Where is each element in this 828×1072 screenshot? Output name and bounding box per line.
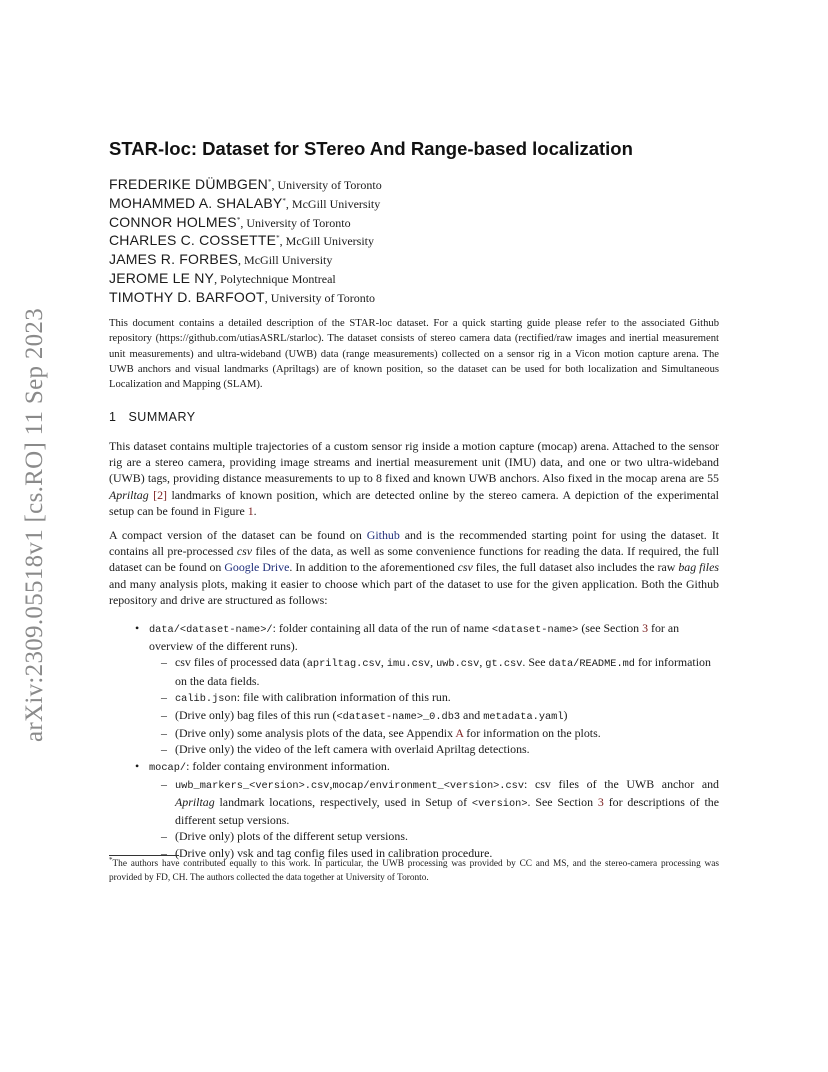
list-subitem xyxy=(109,707,719,725)
appendix-ref-link[interactable]: A xyxy=(455,726,464,741)
code-path: data/<dataset-name>/ xyxy=(149,624,273,636)
footnote xyxy=(109,855,719,885)
author-name: JEROME LE NY xyxy=(109,269,215,286)
footnote-rule xyxy=(109,855,179,856)
dash-marker: – xyxy=(161,742,167,757)
author-affiliation: , University of Toronto xyxy=(271,178,382,192)
csv-term: csv xyxy=(457,560,473,575)
paragraph-text: files of the data, as well as some convenience functions for reading the data. If required, the full dataset can be found on xyxy=(109,544,719,575)
list-text: (Drive only) the video of the left camera with overlaid Apriltag detections. xyxy=(175,742,530,757)
list-text: : csv files of the UWB anchor and xyxy=(524,776,719,791)
list-text: , xyxy=(430,655,437,670)
list-text: (Drive only) vsk and tag config files used in calibration procedure. xyxy=(175,845,493,860)
list-text: . See xyxy=(522,655,549,670)
section-ref-link[interactable]: 3 xyxy=(642,621,649,635)
author-entry xyxy=(109,213,382,232)
code-path: <version> xyxy=(471,798,528,811)
author-entry xyxy=(109,175,382,194)
section-ref-link[interactable]: 3 xyxy=(597,795,604,810)
google-drive-link[interactable]: Google Drive xyxy=(224,560,290,575)
structure-list xyxy=(109,620,719,861)
paragraph-text: landmarks of known position, which are detected online by the stereo camera. A depiction of the experimental setup can be found in Figure xyxy=(109,487,719,518)
code-path: <dataset-name>_0.db3 xyxy=(336,711,461,724)
code-path: apriltag.csv xyxy=(306,658,381,671)
arxiv-stamp-text: arXiv:2309.05518v1 [cs.RO] 11 Sep 2023 xyxy=(21,307,48,743)
list-text: csv files of processed data ( xyxy=(175,655,307,670)
author-affiliation: , McGill University xyxy=(238,253,333,268)
code-path: <dataset-name> xyxy=(491,624,579,636)
paragraph-text: A compact version of the dataset can be found on xyxy=(109,528,367,542)
code-path: imu.csv xyxy=(386,658,431,671)
author-entry xyxy=(109,269,382,288)
dash-marker: – xyxy=(161,708,167,723)
bullet-marker: • xyxy=(135,621,140,635)
list-text: (Drive only) plots of the different setup versions. xyxy=(175,829,408,844)
list-subitem xyxy=(109,689,719,707)
footnote-mark: * xyxy=(109,855,113,864)
list-text: , xyxy=(380,655,387,670)
dash-marker: – xyxy=(161,689,167,704)
summary-paragraph-2 xyxy=(109,527,719,608)
author-name: TIMOTHY D. BARFOOT xyxy=(109,288,265,305)
list-subitem xyxy=(109,725,719,741)
paragraph-text: This dataset contains multiple trajectories of a custom sensor rig inside a motion capture (mocap) arena. Attached to the sensor rig are a stereo camera, providing image streams and inertial measurement unit (IMU) data, and one or two ultra-wideband (UWB) tags, providing distance measurements to up to 8 fixed and known UWB anchors. Also fixed in the mocap arena are 55 xyxy=(109,439,719,486)
paragraph-text: . xyxy=(253,503,257,518)
list-text: : folder containg environment information. xyxy=(186,758,390,773)
author-list xyxy=(109,175,382,307)
code-path: mocap/ xyxy=(149,761,187,774)
author-entry xyxy=(109,231,382,250)
equal-contribution-mark: * xyxy=(236,215,241,224)
list-text: for information on the plots. xyxy=(463,726,601,741)
author-affiliation: , McGill University xyxy=(279,234,374,249)
section-heading-summary xyxy=(109,410,196,424)
list-text: , xyxy=(329,776,333,791)
list-text: for descriptions of the different setup versions. xyxy=(175,795,719,828)
paragraph-text: and is the recommended starting point for using the dataset. It contains all pre-processed xyxy=(109,528,719,559)
author-affiliation: , University of Toronto xyxy=(240,215,351,230)
dash-marker: – xyxy=(161,829,167,844)
code-path: data/README.md xyxy=(548,658,635,671)
footnote-text: The authors have contributed equally to this work. In particular, the UWB processing was provided by CC and MS, and the stereo-camera processing was provided by FD, CH. The authors collected the data together at University of Toronto. xyxy=(109,859,719,883)
code-path: gt.csv xyxy=(485,658,523,671)
paragraph-text: . In addition to the aforementioned xyxy=(289,560,458,575)
author-affiliation: , University of Toronto xyxy=(264,290,376,305)
list-text: , xyxy=(479,655,486,670)
author-affiliation: , Polytechnique Montreal xyxy=(214,271,336,286)
paragraph-text: files, the full dataset also includes the raw xyxy=(472,560,679,575)
code-path: uwb.csv xyxy=(436,658,480,671)
author-name: FREDERIKE DÜMBGEN xyxy=(109,176,268,192)
list-item xyxy=(109,758,719,776)
list-subitem xyxy=(109,776,719,829)
arxiv-stamp xyxy=(22,291,48,759)
list-text: and xyxy=(460,708,484,723)
dash-marker: – xyxy=(161,726,167,741)
author-name: CONNOR HOLMES xyxy=(109,213,237,230)
equal-contribution-mark: * xyxy=(267,178,272,186)
list-subitem xyxy=(109,741,719,757)
author-entry xyxy=(109,194,382,213)
apriltag-term: Apriltag xyxy=(175,795,215,810)
code-path: metadata.yaml xyxy=(483,711,564,724)
dash-marker: – xyxy=(161,845,167,860)
code-path: uwb_markers_<version>.csv xyxy=(175,779,330,792)
paper-title: STAR-loc: Dataset for STereo And Range-based localization xyxy=(109,138,633,159)
list-text: (Drive only) bag files of this run ( xyxy=(175,708,337,723)
section-title: SUMMARY xyxy=(128,410,196,424)
apriltag-term: Apriltag xyxy=(109,487,149,502)
list-text: (Drive only) some analysis plots of the data, see Appendix xyxy=(175,726,456,741)
author-name: MOHAMMED A. SHALABY xyxy=(109,194,283,211)
list-item xyxy=(109,620,719,654)
list-text: . See Section xyxy=(527,795,598,810)
author-name: JAMES R. FORBES xyxy=(109,251,239,268)
list-subitem xyxy=(109,654,719,688)
section-number: 1 xyxy=(109,410,117,424)
summary-paragraph-1 xyxy=(109,438,719,519)
equal-contribution-mark: * xyxy=(276,234,280,243)
abstract: This document contains a detailed description of the STAR-loc dataset. For a quick starting guide please refer to the associated Github repository (https://github.com/utiasASRL/starloc). The dataset consists of stereo camera data (rectified/raw images and inertial measurement unit measurements) and ultra-wideband (UWB) data (range measurements) collected on a sensor rig in a Vicon motion capture arena. The UWB anchors and visual landmarks (Apriltags) are of known position, so the dataset can be used for both localization and Simultaneous Localization and Mapping (SLAM). xyxy=(109,318,719,391)
list-subitem xyxy=(109,828,719,844)
list-text: landmark locations, respectively, used in Setup of xyxy=(214,795,472,810)
list-text: : file with calibration information of this run. xyxy=(236,689,451,704)
equal-contribution-mark: * xyxy=(282,196,286,205)
figure-ref-link[interactable]: 1 xyxy=(247,503,254,518)
author-entry xyxy=(109,250,382,269)
list-text: for information on the data fields. xyxy=(175,655,711,688)
list-text: ) xyxy=(563,708,568,723)
author-name: CHARLES C. COSSETTE xyxy=(109,232,277,249)
code-path: mocap/environment_<version>.csv xyxy=(332,779,525,792)
paragraph-text: and many analysis plots, making it easier to choose which part of the dataset to use for the given application. Both the Github repository and drive are structured as follows: xyxy=(109,576,719,607)
author-affiliation: , McGill University xyxy=(285,196,381,211)
citation-link[interactable]: [2] xyxy=(153,487,167,502)
bag-files-term: bag files xyxy=(678,560,719,575)
author-entry xyxy=(109,288,382,307)
code-path: calib.json xyxy=(175,692,237,705)
dash-marker: – xyxy=(161,776,167,791)
bullet-marker: • xyxy=(135,758,140,773)
dash-marker: – xyxy=(161,655,167,670)
github-link[interactable]: Github xyxy=(366,528,400,542)
list-text: : folder containing all data of the run of name xyxy=(272,621,492,635)
csv-term: csv xyxy=(236,544,253,559)
list-text: for an overview of the different runs). xyxy=(149,621,680,654)
list-text: (see Section xyxy=(578,621,643,635)
